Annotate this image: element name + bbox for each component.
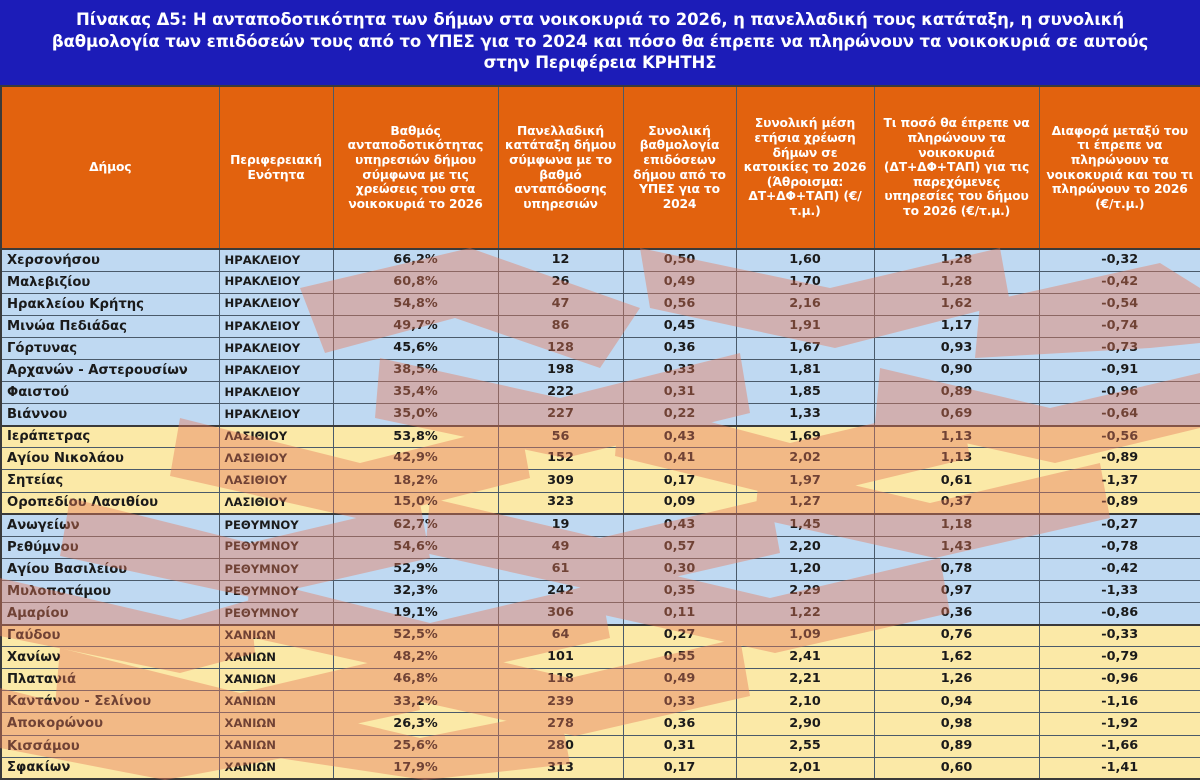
cell-service-return-rate: 54,6% <box>333 536 498 558</box>
table-row <box>1 359 1200 381</box>
cell-average-annual-charge: 2,21 <box>736 669 874 691</box>
cell-average-annual-charge: 2,55 <box>736 735 874 757</box>
table-row <box>1 713 1200 735</box>
table-row <box>1 382 1200 404</box>
cell-average-annual-charge: 1,27 <box>736 492 874 514</box>
cell-national-rank: 280 <box>498 735 623 757</box>
cell-regional-unit: ΡΕΘΥΜΝΟΥ <box>219 514 333 536</box>
cell-ypes-score: 0,36 <box>623 337 736 359</box>
cell-national-rank: 61 <box>498 558 623 580</box>
cell-ypes-score: 0,50 <box>623 249 736 271</box>
cell-difference: -0,74 <box>1039 315 1200 337</box>
cell-regional-unit: ΡΕΘΥΜΝΟΥ <box>219 580 333 602</box>
table-row <box>1 669 1200 691</box>
table-row <box>1 580 1200 602</box>
cell-fair-amount: 0,37 <box>874 492 1039 514</box>
cell-municipality: Αποκορώνου <box>1 713 219 735</box>
cell-regional-unit: ΧΑΝΙΩΝ <box>219 713 333 735</box>
cell-ypes-score: 0,49 <box>623 271 736 293</box>
cell-difference: -0,89 <box>1039 448 1200 470</box>
cell-service-return-rate: 48,2% <box>333 647 498 669</box>
cell-difference: -0,89 <box>1039 492 1200 514</box>
cell-national-rank: 12 <box>498 249 623 271</box>
cell-service-return-rate: 54,8% <box>333 293 498 315</box>
cell-regional-unit: ΧΑΝΙΩΝ <box>219 647 333 669</box>
cell-average-annual-charge: 2,20 <box>736 536 874 558</box>
cell-ypes-score: 0,55 <box>623 647 736 669</box>
cell-fair-amount: 1,62 <box>874 293 1039 315</box>
column-header-difference: Διαφορά μεταξύ του τι έπρεπε να πληρώνουν τα νοικοκυριά και του τι πληρώνουν το 2026 (€/τ.μ.) <box>1039 86 1200 249</box>
cell-service-return-rate: 19,1% <box>333 603 498 625</box>
cell-difference: -1,33 <box>1039 580 1200 602</box>
cell-fair-amount: 0,93 <box>874 337 1039 359</box>
cell-fair-amount: 1,26 <box>874 669 1039 691</box>
cell-ypes-score: 0,49 <box>623 669 736 691</box>
table-row <box>1 426 1200 448</box>
cell-national-rank: 118 <box>498 669 623 691</box>
page-title <box>52 9 1148 73</box>
header-row <box>1 86 1200 249</box>
cell-municipality: Φαιστού <box>1 382 219 404</box>
cell-service-return-rate: 60,8% <box>333 271 498 293</box>
page-title-line-3: στην Περιφέρεια ΚΡΗΤΗΣ <box>483 53 717 73</box>
cell-ypes-score: 0,27 <box>623 625 736 647</box>
cell-regional-unit: ΗΡΑΚΛΕΙΟΥ <box>219 271 333 293</box>
cell-national-rank: 242 <box>498 580 623 602</box>
cell-municipality: Μαλεβιζίου <box>1 271 219 293</box>
cell-national-rank: 222 <box>498 382 623 404</box>
cell-ypes-score: 0,33 <box>623 691 736 713</box>
cell-ypes-score: 0,31 <box>623 735 736 757</box>
cell-service-return-rate: 26,3% <box>333 713 498 735</box>
cell-service-return-rate: 25,6% <box>333 735 498 757</box>
cell-national-rank: 64 <box>498 625 623 647</box>
cell-national-rank: 56 <box>498 426 623 448</box>
table-row <box>1 271 1200 293</box>
cell-average-annual-charge: 2,02 <box>736 448 874 470</box>
cell-ypes-score: 0,56 <box>623 293 736 315</box>
cell-fair-amount: 1,17 <box>874 315 1039 337</box>
cell-fair-amount: 0,89 <box>874 735 1039 757</box>
cell-fair-amount: 0,61 <box>874 470 1039 492</box>
cell-national-rank: 239 <box>498 691 623 713</box>
cell-national-rank: 152 <box>498 448 623 470</box>
cell-difference: -0,91 <box>1039 359 1200 381</box>
table-row <box>1 315 1200 337</box>
cell-fair-amount: 1,62 <box>874 647 1039 669</box>
cell-difference: -0,33 <box>1039 625 1200 647</box>
cell-difference: -0,27 <box>1039 514 1200 536</box>
cell-average-annual-charge: 1,60 <box>736 249 874 271</box>
cell-regional-unit: ΛΑΣΙΘΙΟΥ <box>219 426 333 448</box>
table-row <box>1 536 1200 558</box>
cell-average-annual-charge: 1,67 <box>736 337 874 359</box>
cell-difference: -0,78 <box>1039 536 1200 558</box>
cell-ypes-score: 0,57 <box>623 536 736 558</box>
cell-service-return-rate: 35,4% <box>333 382 498 404</box>
cell-difference: -0,96 <box>1039 382 1200 404</box>
cell-average-annual-charge: 1,85 <box>736 382 874 404</box>
cell-fair-amount: 1,18 <box>874 514 1039 536</box>
column-header-regional-unit: Περιφερειακή Ενότητα <box>219 86 333 249</box>
column-header-national-rank: Πανελλαδική κατάταξη δήμου σύμφωνα με το βαθμό ανταπόδοσης υπηρεσιών <box>498 86 623 249</box>
cell-fair-amount: 0,69 <box>874 404 1039 426</box>
cell-fair-amount: 1,28 <box>874 271 1039 293</box>
cell-difference: -1,66 <box>1039 735 1200 757</box>
cell-municipality: Μινώα Πεδιάδας <box>1 315 219 337</box>
cell-service-return-rate: 33,2% <box>333 691 498 713</box>
cell-difference: -0,32 <box>1039 249 1200 271</box>
table-row <box>1 492 1200 514</box>
cell-average-annual-charge: 2,16 <box>736 293 874 315</box>
cell-difference: -1,41 <box>1039 757 1200 779</box>
cell-average-annual-charge: 1,20 <box>736 558 874 580</box>
cell-service-return-rate: 66,2% <box>333 249 498 271</box>
cell-difference: -1,37 <box>1039 470 1200 492</box>
cell-service-return-rate: 52,9% <box>333 558 498 580</box>
column-header-service-return-rate: Βαθμός ανταποδοτικότητας υπηρεσιών δήμου σύμφωνα με τις χρεώσεις του στα νοικοκυριά το 2026 <box>333 86 498 249</box>
table-row <box>1 514 1200 536</box>
cell-national-rank: 278 <box>498 713 623 735</box>
cell-national-rank: 306 <box>498 603 623 625</box>
page-title-line-2: βαθμολογία των επιδόσεών τους από το ΥΠΕΣ για το 2024 και πόσο θα έπρεπε να πληρώνουν τα νοικοκυριά σε αυτούς <box>51 31 1149 51</box>
cell-regional-unit: ΗΡΑΚΛΕΙΟΥ <box>219 382 333 404</box>
table-row <box>1 470 1200 492</box>
cell-service-return-rate: 17,9% <box>333 757 498 779</box>
table-row <box>1 249 1200 271</box>
cell-service-return-rate: 62,7% <box>333 514 498 536</box>
table-row <box>1 337 1200 359</box>
cell-average-annual-charge: 1,22 <box>736 603 874 625</box>
table-row <box>1 735 1200 757</box>
cell-fair-amount: 0,89 <box>874 382 1039 404</box>
table-row <box>1 691 1200 713</box>
cell-fair-amount: 0,94 <box>874 691 1039 713</box>
cell-regional-unit: ΧΑΝΙΩΝ <box>219 757 333 779</box>
page-title-line-1: Πίνακας Δ5: Η ανταποδοτικότητα των δήμων στα νοικοκυριά το 2026, η πανελλαδική τους κατάταξη, η συνολική <box>76 10 1124 30</box>
cell-fair-amount: 1,13 <box>874 448 1039 470</box>
table-row <box>1 293 1200 315</box>
table-row <box>1 603 1200 625</box>
cell-service-return-rate: 38,5% <box>333 359 498 381</box>
cell-average-annual-charge: 1,81 <box>736 359 874 381</box>
column-header-average-annual-charge: Συνολική μέση ετήσια χρέωση δήμων σε κατοικίες το 2026 (Άθροισμα: ΔΤ+ΔΦ+ΤΑΠ) (€/τ.μ.) <box>736 86 874 249</box>
cell-ypes-score: 0,22 <box>623 404 736 426</box>
table-row <box>1 647 1200 669</box>
cell-average-annual-charge: 1,45 <box>736 514 874 536</box>
cell-municipality: Καντάνου - Σελίνου <box>1 691 219 713</box>
cell-national-rank: 26 <box>498 271 623 293</box>
cell-municipality: Κισσάμου <box>1 735 219 757</box>
cell-service-return-rate: 45,6% <box>333 337 498 359</box>
cell-service-return-rate: 53,8% <box>333 426 498 448</box>
cell-ypes-score: 0,45 <box>623 315 736 337</box>
cell-municipality: Γόρτυνας <box>1 337 219 359</box>
column-header-fair-amount: Τι ποσό θα έπρεπε να πληρώνουν τα νοικοκυριά (ΔΤ+ΔΦ+ΤΑΠ) για τις παρεχόμενες υπηρεσίες του δήμου το 2026 (€/τ.μ.) <box>874 86 1039 249</box>
cell-fair-amount: 0,98 <box>874 713 1039 735</box>
cell-municipality: Ανωγείων <box>1 514 219 536</box>
cell-ypes-score: 0,17 <box>623 757 736 779</box>
table-body <box>1 249 1200 779</box>
cell-regional-unit: ΗΡΑΚΛΕΙΟΥ <box>219 249 333 271</box>
cell-municipality: Γαύδου <box>1 625 219 647</box>
cell-national-rank: 86 <box>498 315 623 337</box>
cell-regional-unit: ΗΡΑΚΛΕΙΟΥ <box>219 337 333 359</box>
cell-municipality: Ηρακλείου Κρήτης <box>1 293 219 315</box>
cell-municipality: Αγίου Βασιλείου <box>1 558 219 580</box>
cell-difference: -1,92 <box>1039 713 1200 735</box>
cell-regional-unit: ΛΑΣΙΘΙΟΥ <box>219 470 333 492</box>
cell-municipality: Αρχανών - Αστερουσίων <box>1 359 219 381</box>
cell-municipality: Οροπεδίου Λασιθίου <box>1 492 219 514</box>
cell-regional-unit: ΧΑΝΙΩΝ <box>219 669 333 691</box>
cell-ypes-score: 0,30 <box>623 558 736 580</box>
cell-average-annual-charge: 1,91 <box>736 315 874 337</box>
cell-average-annual-charge: 1,09 <box>736 625 874 647</box>
cell-regional-unit: ΡΕΘΥΜΝΟΥ <box>219 558 333 580</box>
cell-difference: -0,73 <box>1039 337 1200 359</box>
cell-service-return-rate: 42,9% <box>333 448 498 470</box>
cell-regional-unit: ΗΡΑΚΛΕΙΟΥ <box>219 293 333 315</box>
cell-difference: -0,42 <box>1039 271 1200 293</box>
cell-regional-unit: ΛΑΣΙΘΙΟΥ <box>219 448 333 470</box>
cell-national-rank: 323 <box>498 492 623 514</box>
table-header <box>1 86 1200 249</box>
table-row <box>1 558 1200 580</box>
cell-ypes-score: 0,33 <box>623 359 736 381</box>
cell-difference: -1,16 <box>1039 691 1200 713</box>
cell-national-rank: 309 <box>498 470 623 492</box>
cell-municipality: Πλατανιά <box>1 669 219 691</box>
cell-municipality: Χερσονήσου <box>1 249 219 271</box>
cell-fair-amount: 1,13 <box>874 426 1039 448</box>
cell-ypes-score: 0,31 <box>623 382 736 404</box>
cell-national-rank: 128 <box>498 337 623 359</box>
cell-fair-amount: 0,78 <box>874 558 1039 580</box>
cell-regional-unit: ΡΕΘΥΜΝΟΥ <box>219 603 333 625</box>
table-row <box>1 625 1200 647</box>
cell-fair-amount: 0,97 <box>874 580 1039 602</box>
cell-national-rank: 19 <box>498 514 623 536</box>
cell-ypes-score: 0,43 <box>623 426 736 448</box>
cell-municipality: Αγίου Νικολάου <box>1 448 219 470</box>
cell-service-return-rate: 49,7% <box>333 315 498 337</box>
cell-ypes-score: 0,36 <box>623 713 736 735</box>
cell-ypes-score: 0,09 <box>623 492 736 514</box>
cell-difference: -0,79 <box>1039 647 1200 669</box>
cell-ypes-score: 0,43 <box>623 514 736 536</box>
page-title-bar <box>0 0 1200 85</box>
cell-service-return-rate: 52,5% <box>333 625 498 647</box>
cell-average-annual-charge: 2,90 <box>736 713 874 735</box>
cell-national-rank: 198 <box>498 359 623 381</box>
cell-average-annual-charge: 2,41 <box>736 647 874 669</box>
cell-service-return-rate: 18,2% <box>333 470 498 492</box>
cell-municipality: Αμαρίου <box>1 603 219 625</box>
cell-difference: -0,56 <box>1039 426 1200 448</box>
cell-fair-amount: 0,76 <box>874 625 1039 647</box>
cell-ypes-score: 0,35 <box>623 580 736 602</box>
cell-ypes-score: 0,41 <box>623 448 736 470</box>
cell-national-rank: 101 <box>498 647 623 669</box>
cell-fair-amount: 1,28 <box>874 249 1039 271</box>
cell-average-annual-charge: 1,97 <box>736 470 874 492</box>
cell-municipality: Μυλοποτάμου <box>1 580 219 602</box>
cell-regional-unit: ΗΡΑΚΛΕΙΟΥ <box>219 404 333 426</box>
cell-municipality: Σφακίων <box>1 757 219 779</box>
table-row <box>1 757 1200 779</box>
cell-regional-unit: ΗΡΑΚΛΕΙΟΥ <box>219 359 333 381</box>
cell-fair-amount: 1,43 <box>874 536 1039 558</box>
cell-service-return-rate: 46,8% <box>333 669 498 691</box>
cell-average-annual-charge: 1,33 <box>736 404 874 426</box>
cell-fair-amount: 0,60 <box>874 757 1039 779</box>
cell-average-annual-charge: 2,10 <box>736 691 874 713</box>
cell-fair-amount: 0,90 <box>874 359 1039 381</box>
cell-service-return-rate: 32,3% <box>333 580 498 602</box>
cell-average-annual-charge: 1,69 <box>736 426 874 448</box>
cell-fair-amount: 0,36 <box>874 603 1039 625</box>
table-row <box>1 448 1200 470</box>
cell-national-rank: 227 <box>498 404 623 426</box>
cell-regional-unit: ΧΑΝΙΩΝ <box>219 625 333 647</box>
cell-regional-unit: ΛΑΣΙΘΙΟΥ <box>219 492 333 514</box>
municipalities-table <box>0 85 1200 780</box>
cell-ypes-score: 0,11 <box>623 603 736 625</box>
cell-average-annual-charge: 2,01 <box>736 757 874 779</box>
column-header-municipality: Δήμος <box>1 86 219 249</box>
cell-difference: -0,96 <box>1039 669 1200 691</box>
cell-difference: -0,64 <box>1039 404 1200 426</box>
cell-service-return-rate: 15,0% <box>333 492 498 514</box>
cell-municipality: Σητείας <box>1 470 219 492</box>
cell-difference: -0,42 <box>1039 558 1200 580</box>
cell-regional-unit: ΧΑΝΙΩΝ <box>219 735 333 757</box>
cell-regional-unit: ΗΡΑΚΛΕΙΟΥ <box>219 315 333 337</box>
cell-national-rank: 49 <box>498 536 623 558</box>
cell-national-rank: 47 <box>498 293 623 315</box>
cell-service-return-rate: 35,0% <box>333 404 498 426</box>
cell-average-annual-charge: 1,70 <box>736 271 874 293</box>
cell-regional-unit: ΡΕΘΥΜΝΟΥ <box>219 536 333 558</box>
cell-municipality: Βιάννου <box>1 404 219 426</box>
cell-municipality: Χανίων <box>1 647 219 669</box>
cell-national-rank: 313 <box>498 757 623 779</box>
data-table-container <box>0 85 1200 780</box>
column-header-ypes-score: Συνολική βαθμολογία επιδόσεων δήμου από το ΥΠΕΣ για το 2024 <box>623 86 736 249</box>
cell-regional-unit: ΧΑΝΙΩΝ <box>219 691 333 713</box>
cell-municipality: Ρεθύμνου <box>1 536 219 558</box>
cell-average-annual-charge: 2,29 <box>736 580 874 602</box>
cell-difference: -0,54 <box>1039 293 1200 315</box>
table-row <box>1 404 1200 426</box>
cell-difference: -0,86 <box>1039 603 1200 625</box>
cell-ypes-score: 0,17 <box>623 470 736 492</box>
cell-municipality: Ιεράπετρας <box>1 426 219 448</box>
